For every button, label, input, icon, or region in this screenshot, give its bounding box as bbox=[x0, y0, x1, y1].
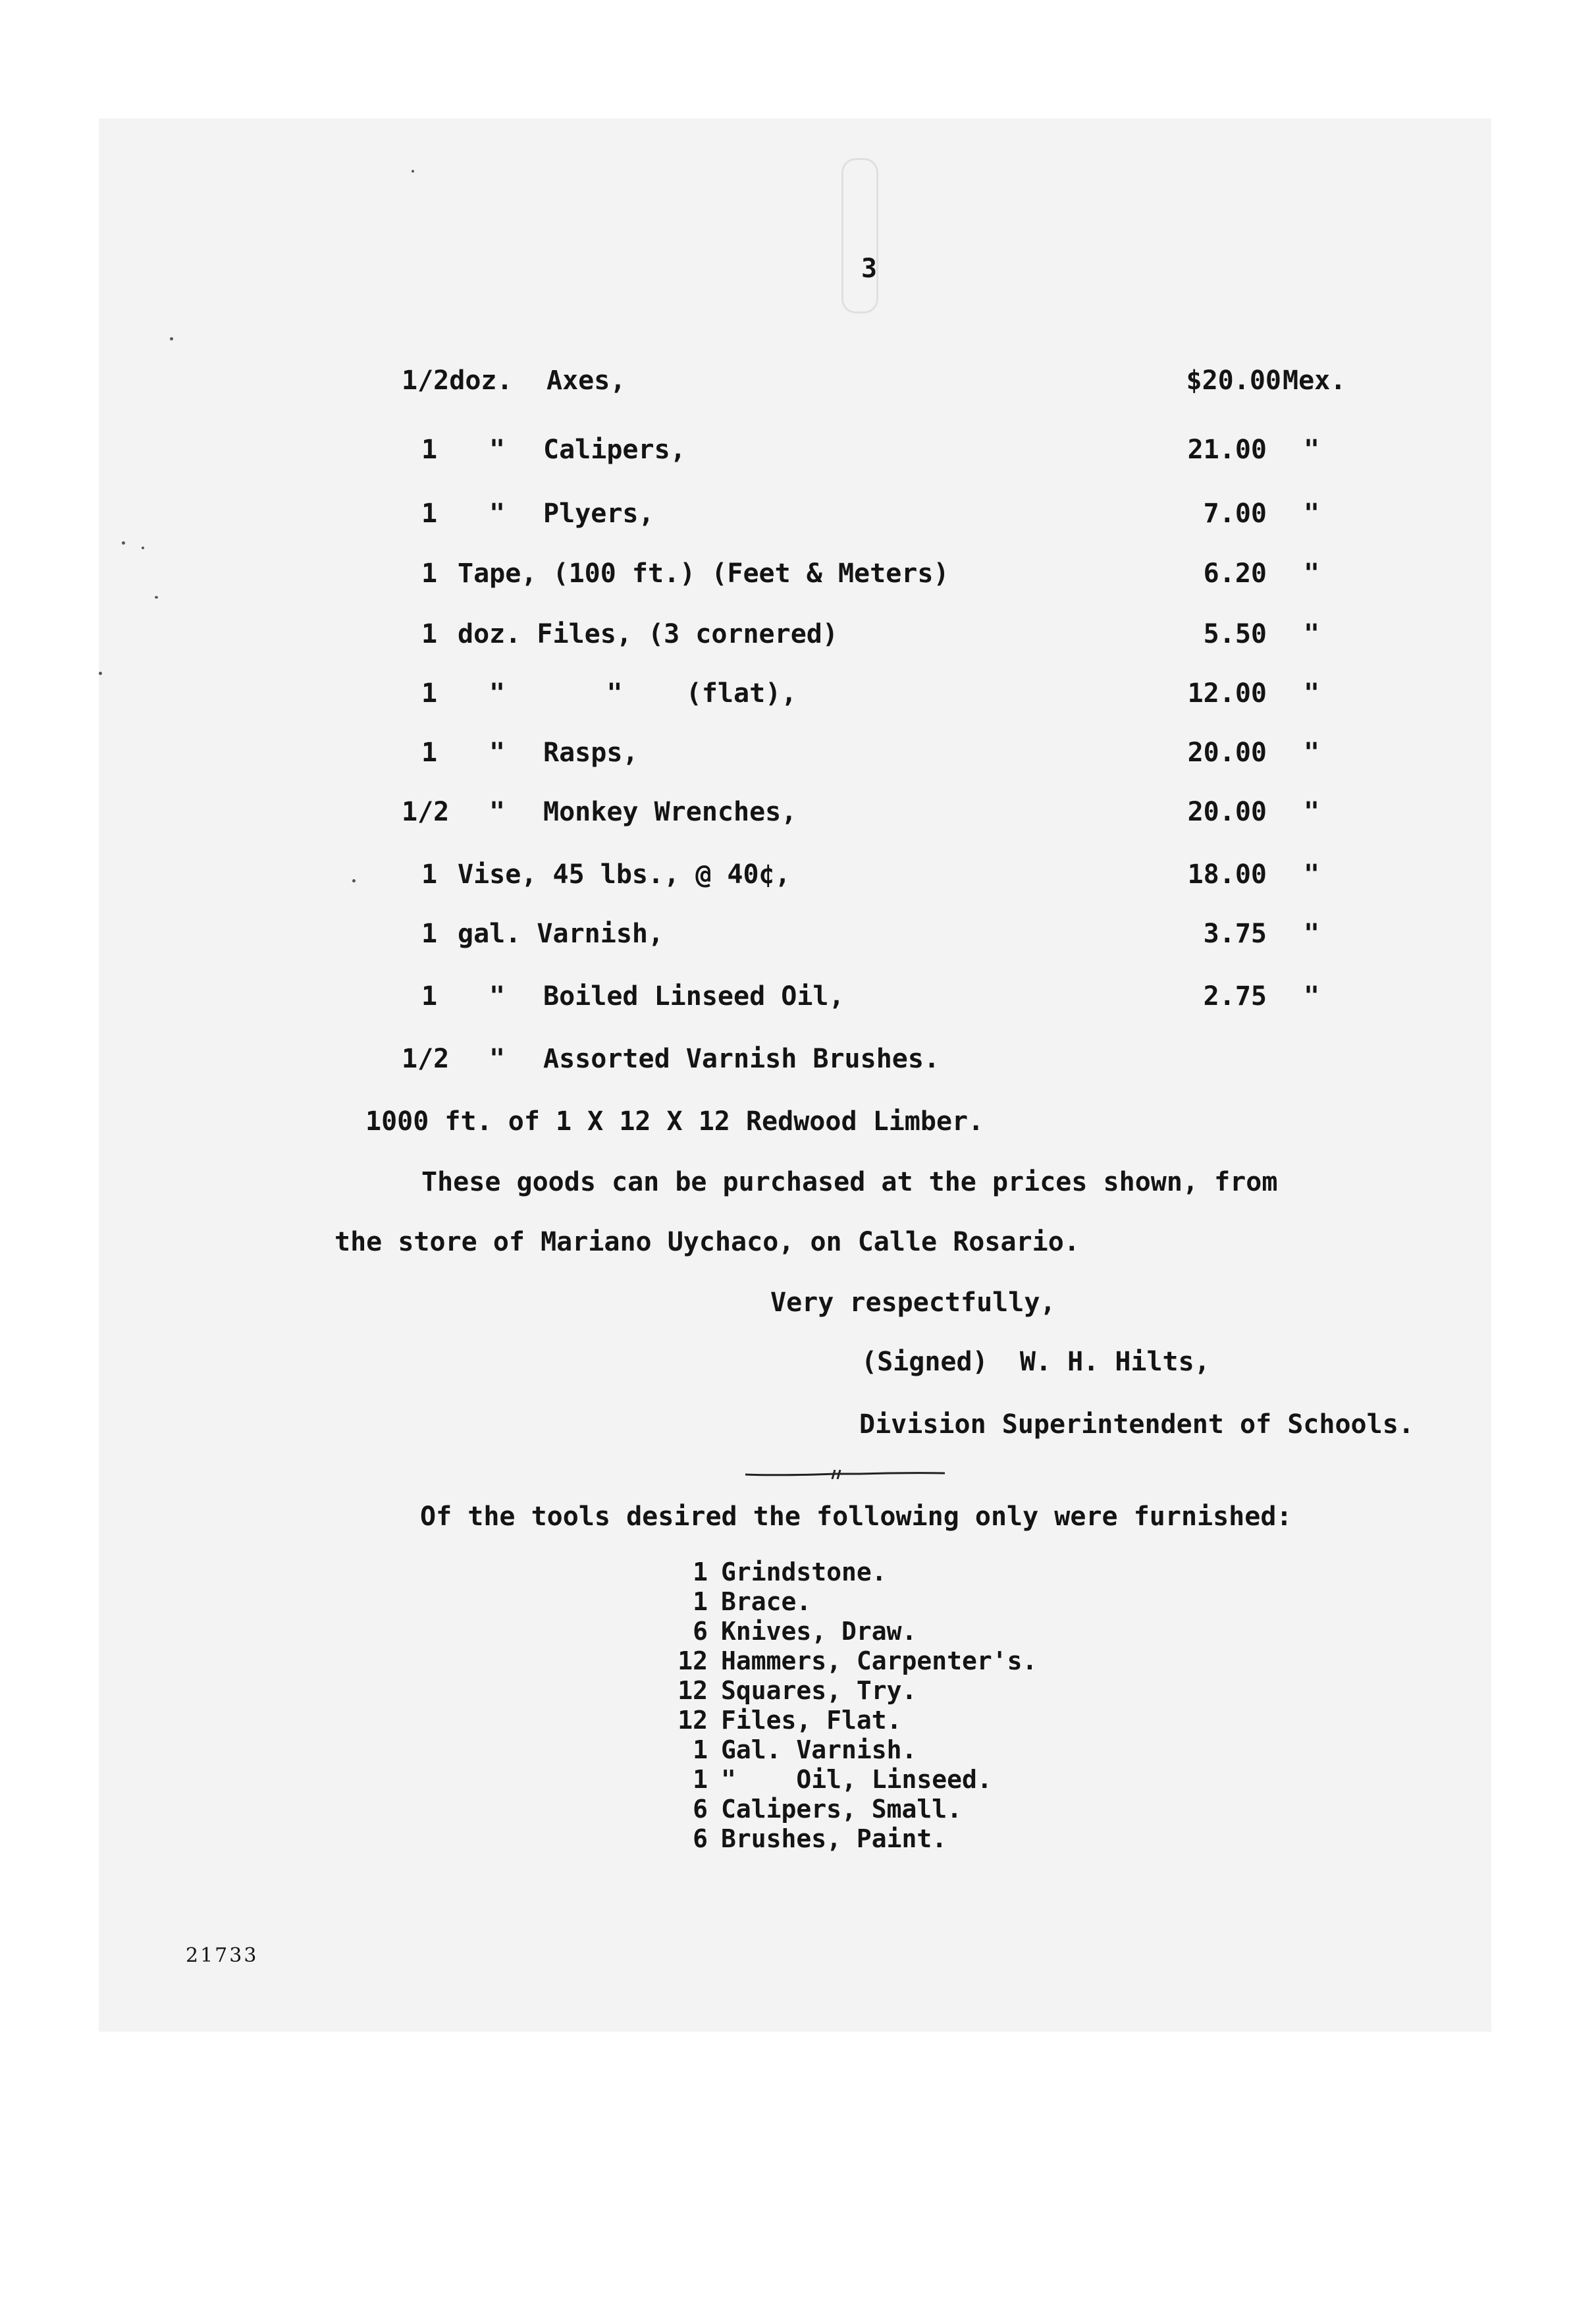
price-row-qty: 1 bbox=[421, 558, 438, 589]
price-row-currency: " bbox=[1304, 499, 1320, 529]
price-row-item: Rasps, bbox=[543, 738, 639, 768]
price-row-qty: 1 bbox=[421, 678, 438, 709]
lumber-line: 1000 ft. of 1 X 12 X 12 Redwood Limber. bbox=[365, 1106, 984, 1137]
price-row-ditto: " bbox=[489, 435, 506, 465]
price-row-price: 7.00 bbox=[1203, 499, 1267, 529]
price-row-item: Vise, 45 lbs., @ 40¢, bbox=[458, 859, 791, 890]
price-row bbox=[0, 365, 1596, 405]
closing: Very respectfully, bbox=[770, 1287, 1056, 1318]
page-number: 3 bbox=[861, 254, 878, 284]
speck bbox=[352, 879, 356, 882]
price-row-ditto: " bbox=[489, 738, 506, 768]
price-row-price: 3.75 bbox=[1203, 919, 1267, 949]
furnished-item-qty: 1 bbox=[693, 1557, 708, 1586]
price-row-currency: " bbox=[1304, 435, 1320, 465]
price-row-price: 2.75 bbox=[1203, 981, 1267, 1012]
price-row bbox=[0, 558, 1596, 598]
price-row-qty: 1 bbox=[421, 619, 438, 649]
furnished-item-qty: 6 bbox=[693, 1795, 708, 1824]
furnished-item-text: " Oil, Linseed. bbox=[721, 1765, 992, 1794]
price-row-currency: " bbox=[1304, 558, 1320, 589]
price-row-ditto: " bbox=[489, 797, 506, 827]
speck bbox=[170, 337, 173, 340]
price-row-qty: 1/2 bbox=[402, 797, 450, 827]
price-row bbox=[0, 435, 1596, 474]
furnished-item-text: Calipers, Small. bbox=[721, 1795, 963, 1824]
furnished-item-text: Files, Flat. bbox=[721, 1706, 902, 1735]
price-row-price: 20.00 bbox=[1187, 738, 1267, 768]
signature: (Signed) W. H. Hilts, bbox=[861, 1347, 1210, 1377]
speck bbox=[99, 672, 102, 675]
price-row-currency: " bbox=[1304, 919, 1320, 949]
furnished-item-qty: 12 bbox=[678, 1676, 708, 1705]
price-row-qty: 1/2 bbox=[402, 1044, 450, 1074]
price-row-item: gal. Varnish, bbox=[458, 919, 664, 949]
furnished-item-text: Brace. bbox=[721, 1587, 812, 1616]
flourish-divider bbox=[744, 1469, 948, 1479]
price-row bbox=[0, 499, 1596, 538]
price-row-price: 18.00 bbox=[1187, 859, 1267, 890]
document-number: 21733 bbox=[186, 1944, 259, 1967]
furnished-item-text: Hammers, Carpenter's. bbox=[721, 1646, 1038, 1675]
price-row-item: " (flat), bbox=[543, 678, 797, 709]
price-row-item: doz. Files, (3 cornered) bbox=[458, 619, 838, 649]
furnished-item-qty: 12 bbox=[678, 1706, 708, 1735]
price-row-currency: " bbox=[1304, 981, 1320, 1012]
price-row-item: Monkey Wrenches, bbox=[543, 797, 797, 827]
price-row-ditto: " bbox=[489, 981, 506, 1012]
price-row-qty: 1 bbox=[421, 981, 438, 1012]
price-row-ditto: " bbox=[489, 499, 506, 529]
price-row-currency: " bbox=[1304, 797, 1320, 827]
price-row-currency: " bbox=[1304, 738, 1320, 768]
signer-title: Division Superintendent of Schools. bbox=[859, 1409, 1414, 1440]
price-row-item: Axes, bbox=[546, 365, 626, 396]
purchase-line-2: the store of Mariano Uychaco, on Calle Rosario. bbox=[334, 1227, 1080, 1257]
price-row-qty: 1 bbox=[421, 859, 438, 890]
price-row-item: Calipers, bbox=[543, 435, 686, 465]
price-row-item: Assorted Varnish Brushes. bbox=[543, 1044, 940, 1074]
furnished-item-qty: 12 bbox=[678, 1646, 708, 1675]
purchase-line-1: These goods can be purchased at the prices shown, from bbox=[421, 1167, 1278, 1197]
price-row-currency: " bbox=[1304, 859, 1320, 890]
price-row-price: 5.50 bbox=[1203, 619, 1267, 649]
price-row bbox=[0, 678, 1596, 718]
price-row-item: Plyers, bbox=[543, 499, 654, 529]
speck bbox=[122, 541, 125, 545]
price-row bbox=[0, 919, 1596, 958]
price-row bbox=[0, 1044, 1596, 1083]
price-row-price: 21.00 bbox=[1187, 435, 1267, 465]
speck bbox=[155, 596, 158, 599]
price-row-currency: " bbox=[1304, 619, 1320, 649]
price-row-qty: 1 bbox=[421, 435, 438, 465]
price-row bbox=[0, 738, 1596, 777]
furnished-item-text: Gal. Varnish. bbox=[721, 1735, 917, 1764]
price-row-ditto: " bbox=[489, 678, 506, 709]
price-row-item: Tape, (100 ft.) (Feet & Meters) bbox=[458, 558, 949, 589]
price-row bbox=[0, 859, 1596, 899]
furnished-item-qty: 6 bbox=[693, 1824, 708, 1853]
price-row bbox=[0, 797, 1596, 836]
price-row-qty: 1 bbox=[421, 919, 438, 949]
price-row-price: 6.20 bbox=[1203, 558, 1267, 589]
speck bbox=[142, 547, 144, 549]
price-row-currency: Mex. bbox=[1283, 365, 1346, 396]
tape-mark bbox=[841, 158, 878, 313]
price-row-price: 12.00 bbox=[1187, 678, 1267, 709]
furnished-item-text: Knives, Draw. bbox=[721, 1617, 917, 1646]
price-row-price: $20.00 bbox=[1186, 365, 1281, 396]
furnished-item-text: Brushes, Paint. bbox=[721, 1824, 947, 1853]
speck bbox=[412, 170, 414, 173]
furnished-intro: Of the tools desired the following only were furnished: bbox=[420, 1502, 1292, 1532]
price-row bbox=[0, 619, 1596, 659]
furnished-item-qty: 1 bbox=[693, 1735, 708, 1764]
price-row-qty: 1/2doz. bbox=[402, 365, 513, 396]
furnished-item-text: Grindstone. bbox=[721, 1557, 887, 1586]
price-row-ditto: " bbox=[489, 1044, 506, 1074]
furnished-item-text: Squares, Try. bbox=[721, 1676, 917, 1705]
furnished-item-qty: 1 bbox=[693, 1587, 708, 1616]
furnished-item-qty: 1 bbox=[693, 1765, 708, 1794]
price-row-qty: 1 bbox=[421, 499, 438, 529]
price-row bbox=[0, 981, 1596, 1021]
price-row-item: Boiled Linseed Oil, bbox=[543, 981, 845, 1012]
price-row-price: 20.00 bbox=[1187, 797, 1267, 827]
price-row-currency: " bbox=[1304, 678, 1320, 709]
furnished-item-qty: 6 bbox=[693, 1617, 708, 1646]
price-row-qty: 1 bbox=[421, 738, 438, 768]
